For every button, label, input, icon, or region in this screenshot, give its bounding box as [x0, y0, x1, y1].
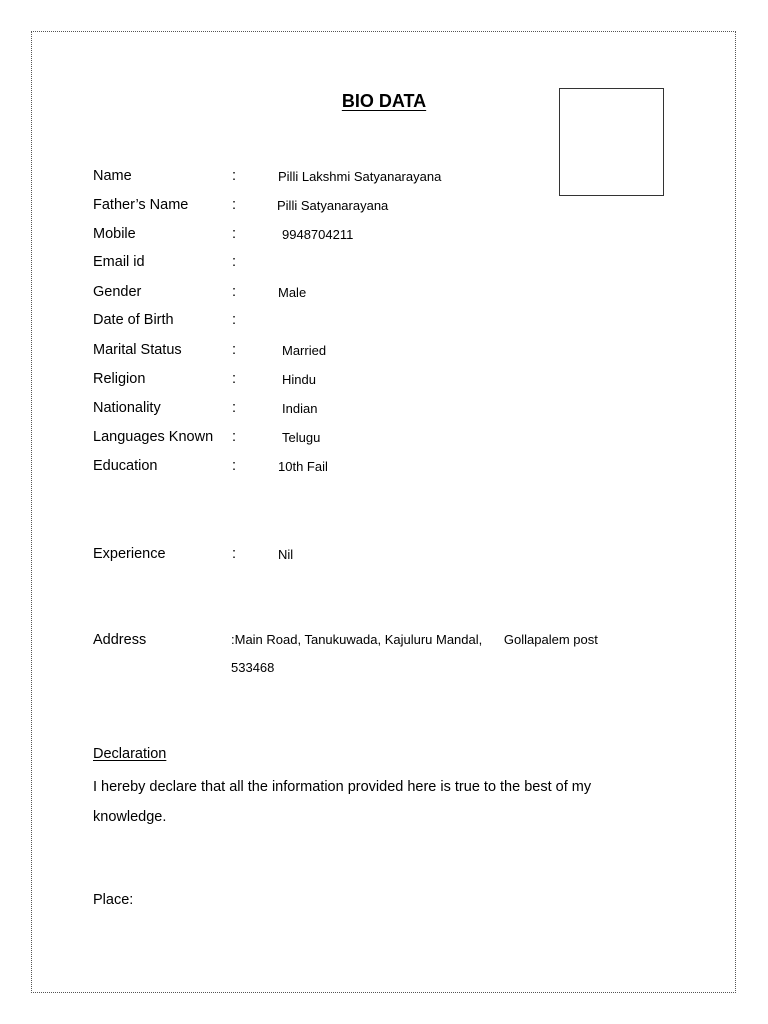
field-label-experience: Experience — [93, 546, 166, 562]
field-label-nationality: Nationality — [93, 400, 161, 416]
place-label: Place: — [93, 892, 134, 908]
field-value-fathers-name: Pilli Satyanarayana — [277, 198, 389, 213]
field-colon-education: : — [232, 458, 237, 474]
field-value-education: 10th Fail — [278, 459, 328, 474]
declaration-text: I hereby declare that all the information provided here is true to the best of my knowledge. — [93, 779, 592, 825]
field-label-languages-known: Languages Known — [93, 429, 214, 445]
field-colon-mobile: : — [232, 226, 237, 242]
field-value-religion: Hindu — [282, 372, 316, 387]
photo-placeholder — [559, 88, 664, 196]
field-label-address: Address — [93, 632, 147, 648]
field-value-mobile: 9948704211 — [282, 227, 354, 242]
address-line-1: :Main Road, Tanukuwada, Kajuluru Mandal, Gollapalem post — [231, 632, 598, 647]
field-colon-email: : — [232, 254, 237, 270]
field-colon-gender: : — [232, 284, 237, 300]
field-colon-languages-known: : — [232, 429, 237, 445]
field-colon-date-of-birth: : — [232, 312, 237, 328]
field-label-marital-status: Marital Status — [93, 342, 182, 358]
field-colon-name: : — [232, 168, 237, 184]
field-value-experience: Nil — [278, 547, 294, 562]
field-label-email: Email id — [93, 254, 145, 270]
field-value-gender: Male — [278, 285, 307, 300]
field-label-religion: Religion — [93, 371, 146, 387]
field-value-languages-known: Telugu — [282, 430, 321, 445]
document-title: BIO DATA — [341, 91, 427, 111]
field-colon-fathers-name: : — [232, 197, 237, 213]
field-value-marital-status: Married — [282, 343, 327, 358]
field-label-mobile: Mobile — [93, 226, 136, 242]
field-colon-marital-status: : — [232, 342, 237, 358]
field-colon-experience: : — [232, 546, 237, 562]
field-colon-nationality: : — [232, 400, 237, 416]
field-value-nationality: Indian — [282, 401, 318, 416]
field-colon-religion: : — [232, 371, 237, 387]
field-value-name: Pilli Lakshmi Satyanarayana — [278, 169, 442, 184]
field-label-name: Name — [93, 168, 132, 184]
field-label-education: Education — [93, 458, 158, 474]
field-label-gender: Gender — [93, 284, 142, 300]
declaration-heading: Declaration — [93, 746, 167, 762]
field-label-fathers-name: Father’s Name — [93, 197, 189, 213]
field-label-date-of-birth: Date of Birth — [93, 312, 174, 328]
address-line-2: 533468 — [231, 660, 275, 675]
